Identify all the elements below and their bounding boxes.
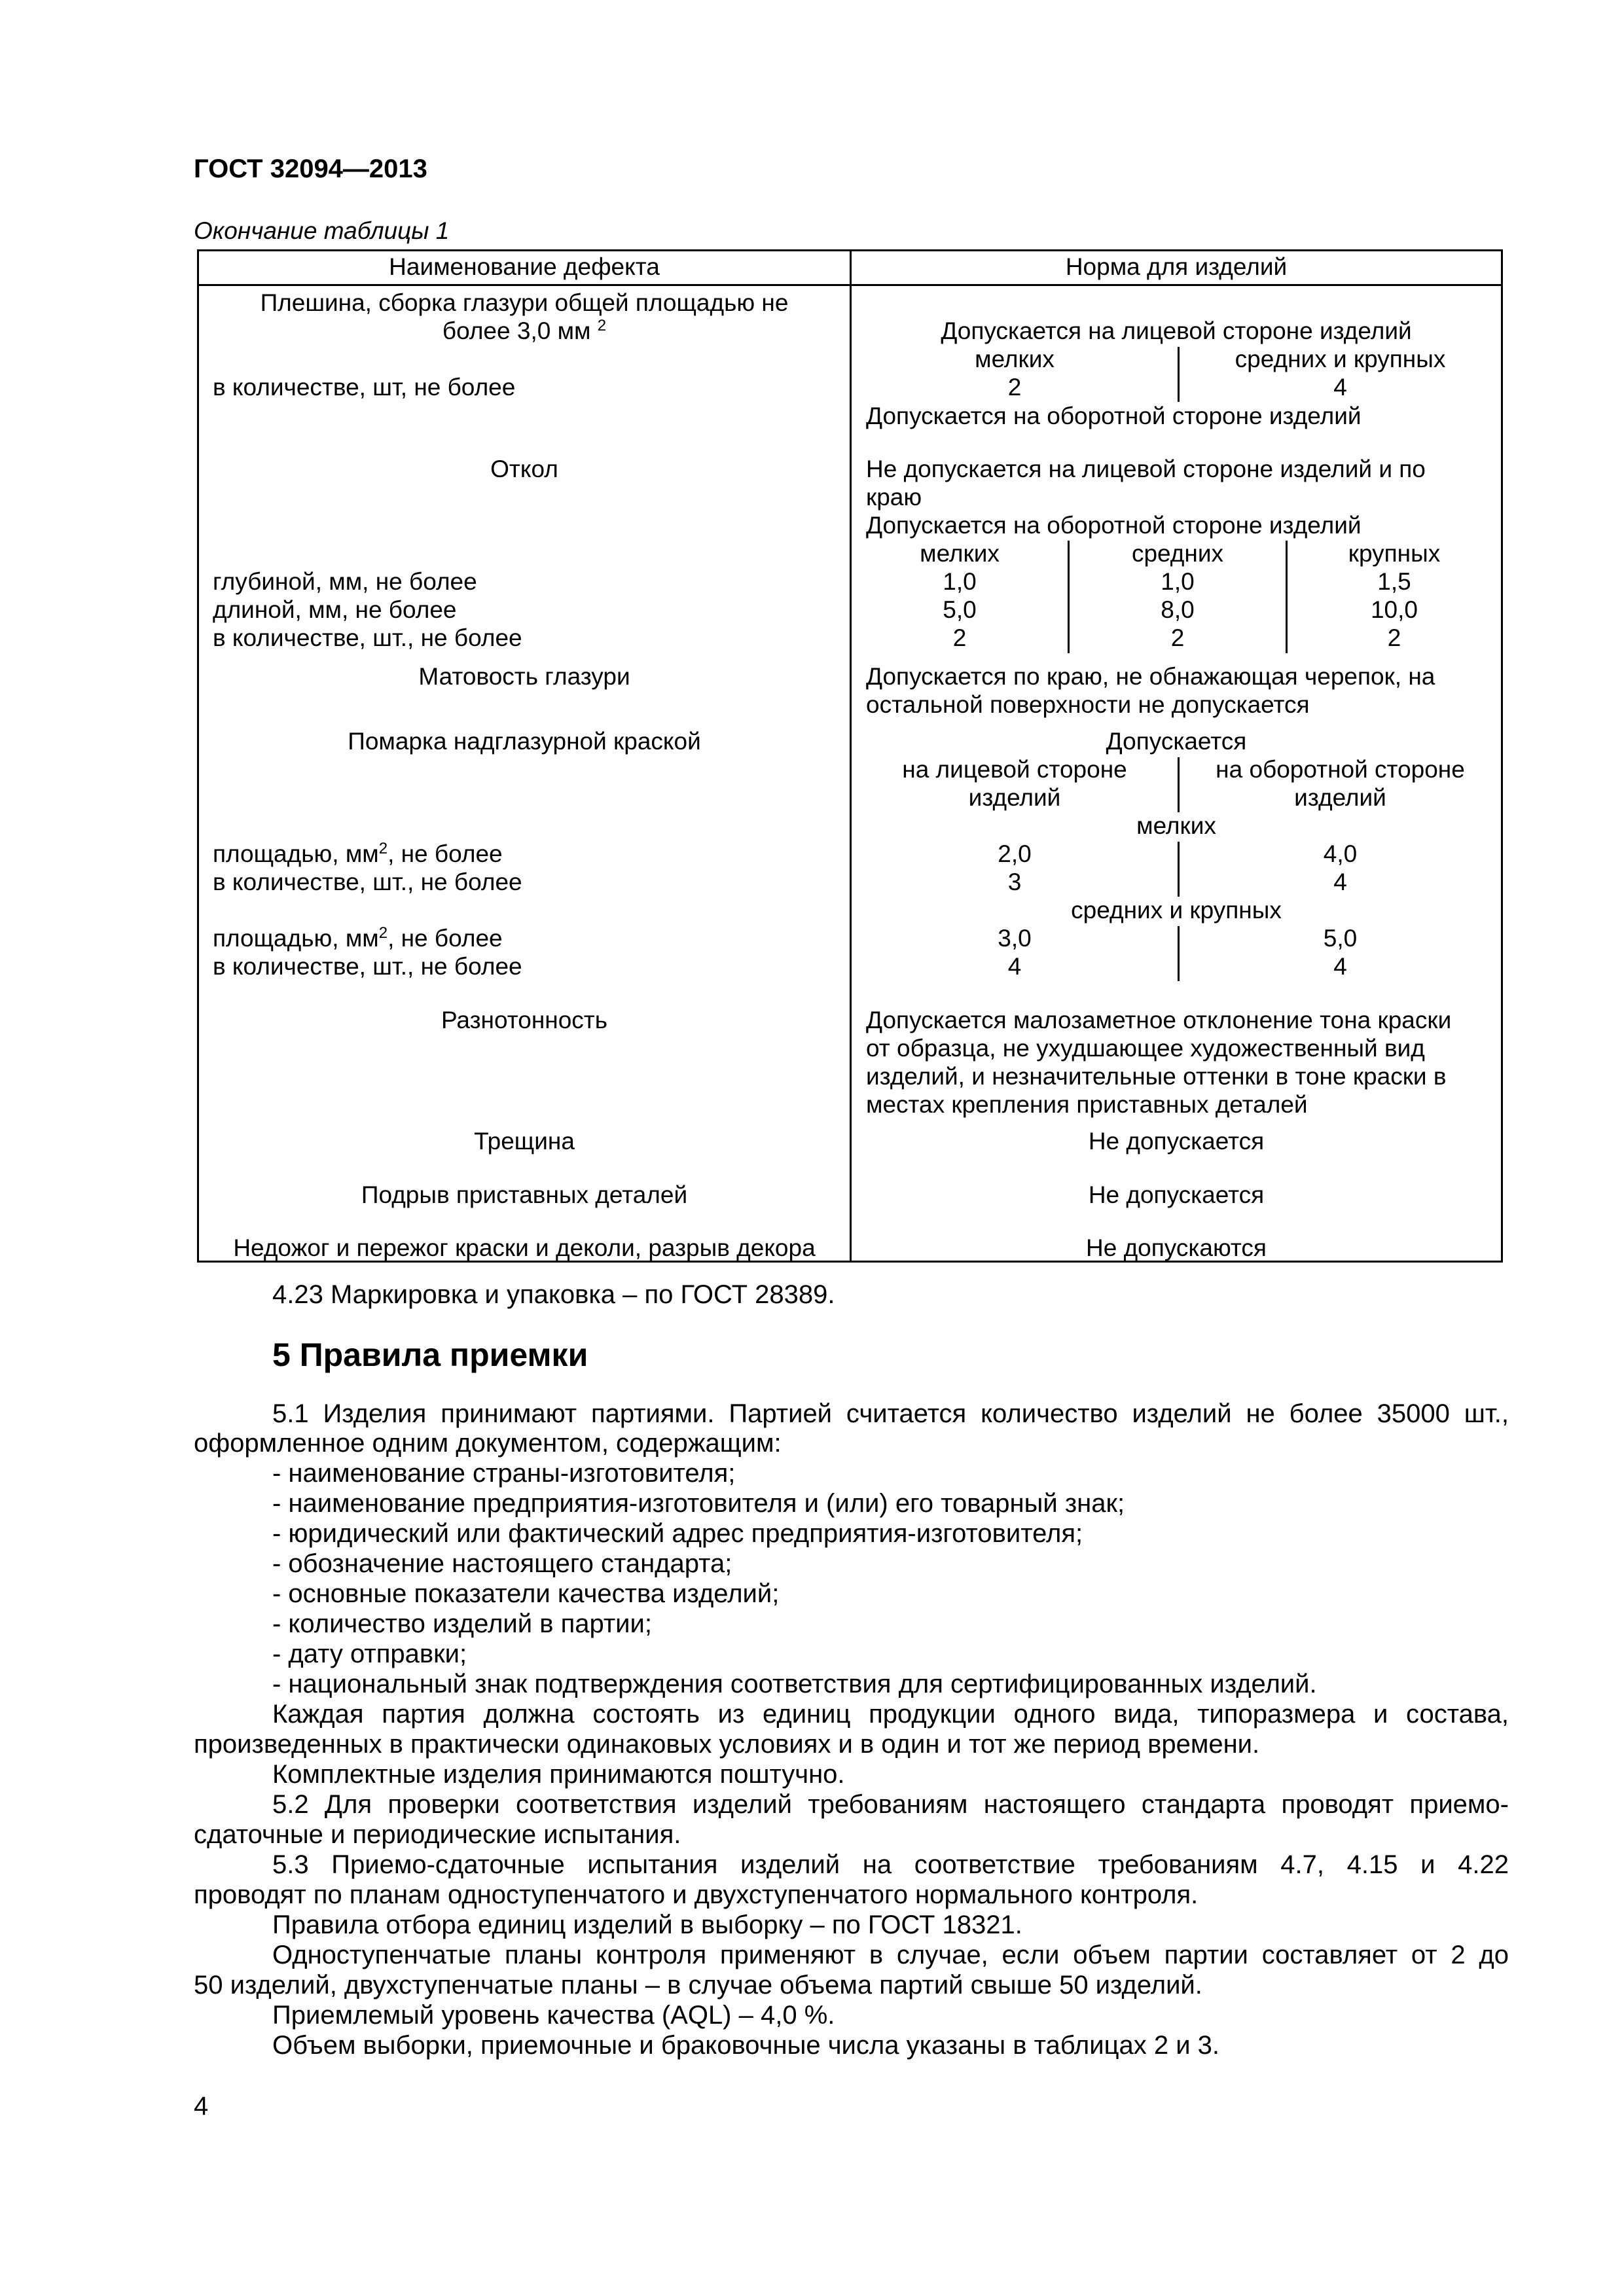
list-item-5: - основные показатели качества изделий; xyxy=(272,1579,780,1608)
list-item-3: - юридический или фактический адрес предприятия-изготовителя; xyxy=(272,1519,1083,1548)
page-number: 4 xyxy=(194,2092,209,2121)
raznotonnost-norm-line3: изделий, и незначительные оттенки в тоне краски в xyxy=(866,1063,1447,1090)
pleshina-small-value: 2 xyxy=(1007,374,1022,401)
list-item-8: - национальный знак подтверждения соответствия для сертифицированных изделий. xyxy=(272,1670,1317,1698)
raznotonnost-norm-line4: местах крепления приставных деталей xyxy=(866,1091,1308,1118)
paragraph-single-line1: Одноступенчатые планы контроля применяют в случае, если объем партии составляет от 2 до xyxy=(272,1941,1509,1969)
pomarka-small-area-back: 4,0 xyxy=(1323,840,1358,867)
pomarka-small-heading: мелких xyxy=(1136,812,1216,839)
otkol-back-allowed: Допускается на оборотной стороне изделий xyxy=(866,512,1362,539)
defect-nedozhog: Недожог и пережог краски и деколи, разрыв декора xyxy=(233,1234,816,1261)
paragraph-4-23: 4.23 Маркировка и упаковка – по ГОСТ 28389. xyxy=(272,1280,835,1309)
defect-pleshina-line1: Плешина, сборка глазури общей площадью не xyxy=(260,289,789,316)
nedozhog-norm: Не допускаются xyxy=(1086,1234,1267,1261)
matovost-norm-line1: Допускается по краю, не обнажающая черепок, на xyxy=(866,663,1435,690)
paragraph-5-1-line1: 5.1 Изделия принимают партиями. Партией считается количество изделий не более 35000 шт., xyxy=(272,1399,1509,1428)
defect-otkol: Откол xyxy=(490,456,558,482)
otkol-not-allowed-line1: Не допускается на лицевой стороне изделий и по xyxy=(866,456,1426,482)
pomarka-front-line1: на лицевой стороне xyxy=(902,756,1127,783)
list-item-1: - наименование страны-изготовителя; xyxy=(272,1459,736,1488)
defect-matovost: Матовость глазури xyxy=(418,663,630,690)
otkol-depth-label: глубиной, мм, не более xyxy=(213,568,477,595)
table-caption: Окончание таблицы 1 xyxy=(194,217,450,244)
defect-pomarka: Помарка надглазурной краской xyxy=(348,728,701,755)
pomarka-ml-count-front: 4 xyxy=(1007,953,1022,980)
pleshina-small-label: мелких xyxy=(975,346,1055,372)
otkol-length-label: длиной, мм, не более xyxy=(213,596,457,623)
pomarka-area-label-1: площадью, $мм^2$, не более xyxy=(213,840,503,867)
defect-raznotonnost: Разнотонность xyxy=(441,1007,608,1033)
otkol-not-allowed-line2: краю xyxy=(866,484,922,511)
list-item-4: - обозначение настоящего стандарта; xyxy=(272,1549,732,1578)
pomarka-back-line2: изделий xyxy=(1294,784,1386,811)
paragraph-5-3-line1: 5.3 Приемо-сдаточные испытания изделий на соответствие требованиям 4.7, 4.15 и 4.22 xyxy=(272,1850,1509,1879)
pomarka-medium-large-heading: средних и крупных xyxy=(1071,897,1282,924)
treshchina-norm: Не допускается xyxy=(1088,1128,1265,1155)
pomarka-back-line1: на оборотной стороне xyxy=(1216,756,1465,783)
column-header-norm: Норма для изделий xyxy=(1065,253,1288,280)
podryv-norm: Не допускается xyxy=(1088,1181,1265,1208)
section-title: 5 Правила приемки xyxy=(272,1336,588,1373)
pomarka-small-count-front: 3 xyxy=(1007,869,1022,895)
pleshina-count-label: в количестве, шт, не более xyxy=(213,374,516,401)
pomarka-small-area-front: 2,0 xyxy=(998,840,1032,867)
pleshina-back-allowed: Допускается на оборотной стороне изделий xyxy=(866,403,1362,429)
column-header-defect: Наименование дефекта xyxy=(389,253,660,280)
otkol-length-large: 10,0 xyxy=(1370,596,1418,623)
pomarka-count-label-1: в количестве, шт., не более xyxy=(213,869,522,895)
paragraph-volume: Объем выборки, приемочные и браковочные числа указаны в таблицах 2 и 3. xyxy=(272,2031,1220,2060)
document-id: ГОСТ 32094—2013 xyxy=(194,154,427,183)
paragraph-party-line1: Каждая партия должна состоять из единиц продукции одного вида, типоразмера и состава, xyxy=(272,1700,1509,1729)
otkol-count-medium: 2 xyxy=(1170,624,1185,651)
paragraph-5-1-line2: оформленное одним документом, содержащим: xyxy=(194,1429,782,1458)
raznotonnost-norm-line1: Допускается малозаметное отклонение тона краски xyxy=(866,1007,1452,1033)
otkol-size-small: мелких xyxy=(920,540,1000,567)
pomarka-allowed: Допускается xyxy=(1106,728,1247,755)
paragraph-aql: Приемлемый уровень качества (AQL) – 4,0 %. xyxy=(272,2001,835,2030)
pleshina-medium-large-label: средних и крупных xyxy=(1235,346,1446,372)
pleshina-front-allowed: Допускается на лицевой стороне изделий xyxy=(941,317,1412,344)
paragraph-5-2-line2: сдаточные и периодические испытания. xyxy=(194,1820,681,1849)
otkol-count-small: 2 xyxy=(952,624,967,651)
otkol-length-small: 5,0 xyxy=(943,596,977,623)
otkol-size-medium: средних xyxy=(1131,540,1224,567)
raznotonnost-norm-line2: от образца, не ухудшающее художественный вид xyxy=(866,1035,1425,1062)
list-item-7: - дату отправки; xyxy=(272,1640,467,1668)
otkol-count-large: 2 xyxy=(1387,624,1401,651)
paragraph-5-2-line1: 5.2 Для проверки соответствия изделий требованиям настоящего стандарта проводят приемо- xyxy=(272,1790,1509,1819)
paragraph-rules: Правила отбора единиц изделий в выборку – по ГОСТ 18321. xyxy=(272,1910,1022,1939)
pomarka-area-label-2: площадью, $мм^2$, не более xyxy=(213,924,503,952)
pomarka-count-label-2: в количестве, шт., не более xyxy=(213,953,522,980)
otkol-length-medium: 8,0 xyxy=(1161,596,1195,623)
pomarka-small-count-back: 4 xyxy=(1333,869,1347,895)
otkol-depth-medium: 1,0 xyxy=(1161,568,1195,595)
defect-pleshina-line2: более 3,0 мм $^2$ xyxy=(442,317,607,344)
pomarka-subcolumn-divider-top xyxy=(1178,757,1180,812)
pleshina-subcolumn-divider xyxy=(1178,347,1180,402)
pomarka-subcolumn-divider-ml xyxy=(1178,926,1180,981)
pomarka-front-line2: изделий xyxy=(968,784,1061,811)
otkol-depth-large: 1,5 xyxy=(1377,568,1411,595)
matovost-norm-line2: остальной поверхности не допускается xyxy=(866,691,1310,718)
pomarka-ml-area-front: 3,0 xyxy=(998,925,1032,952)
paragraph-complete: Комплектные изделия принимаются поштучно. xyxy=(272,1760,845,1789)
pomarka-ml-area-back: 5,0 xyxy=(1323,925,1358,952)
defect-treshchina: Трещина xyxy=(474,1128,575,1155)
list-item-2: - наименование предприятия-изготовителя и (или) его товарный знак; xyxy=(272,1489,1125,1518)
pomarka-ml-count-back: 4 xyxy=(1333,953,1347,980)
paragraph-single-line2: 50 изделий, двухступенчатые планы – в случае объема партий свыше 50 изделий. xyxy=(194,1971,1202,2000)
list-item-6: - количество изделий в партии; xyxy=(272,1609,652,1638)
paragraph-5-3-line2: проводят по планам одноступенчатого и двухступенчатого нормального контроля. xyxy=(194,1880,1199,1909)
paragraph-party-line2: произведенных в практически одинаковых условиях и в один и тот же период времени. xyxy=(194,1730,1260,1759)
defect-podryv: Подрыв приставных деталей xyxy=(361,1181,688,1208)
pleshina-medium-large-value: 4 xyxy=(1333,374,1347,401)
pomarka-subcolumn-divider-small xyxy=(1178,842,1180,897)
otkol-size-large: крупных xyxy=(1348,540,1441,567)
otkol-count-label: в количестве, шт., не более xyxy=(213,624,522,651)
otkol-depth-small: 1,0 xyxy=(943,568,977,595)
